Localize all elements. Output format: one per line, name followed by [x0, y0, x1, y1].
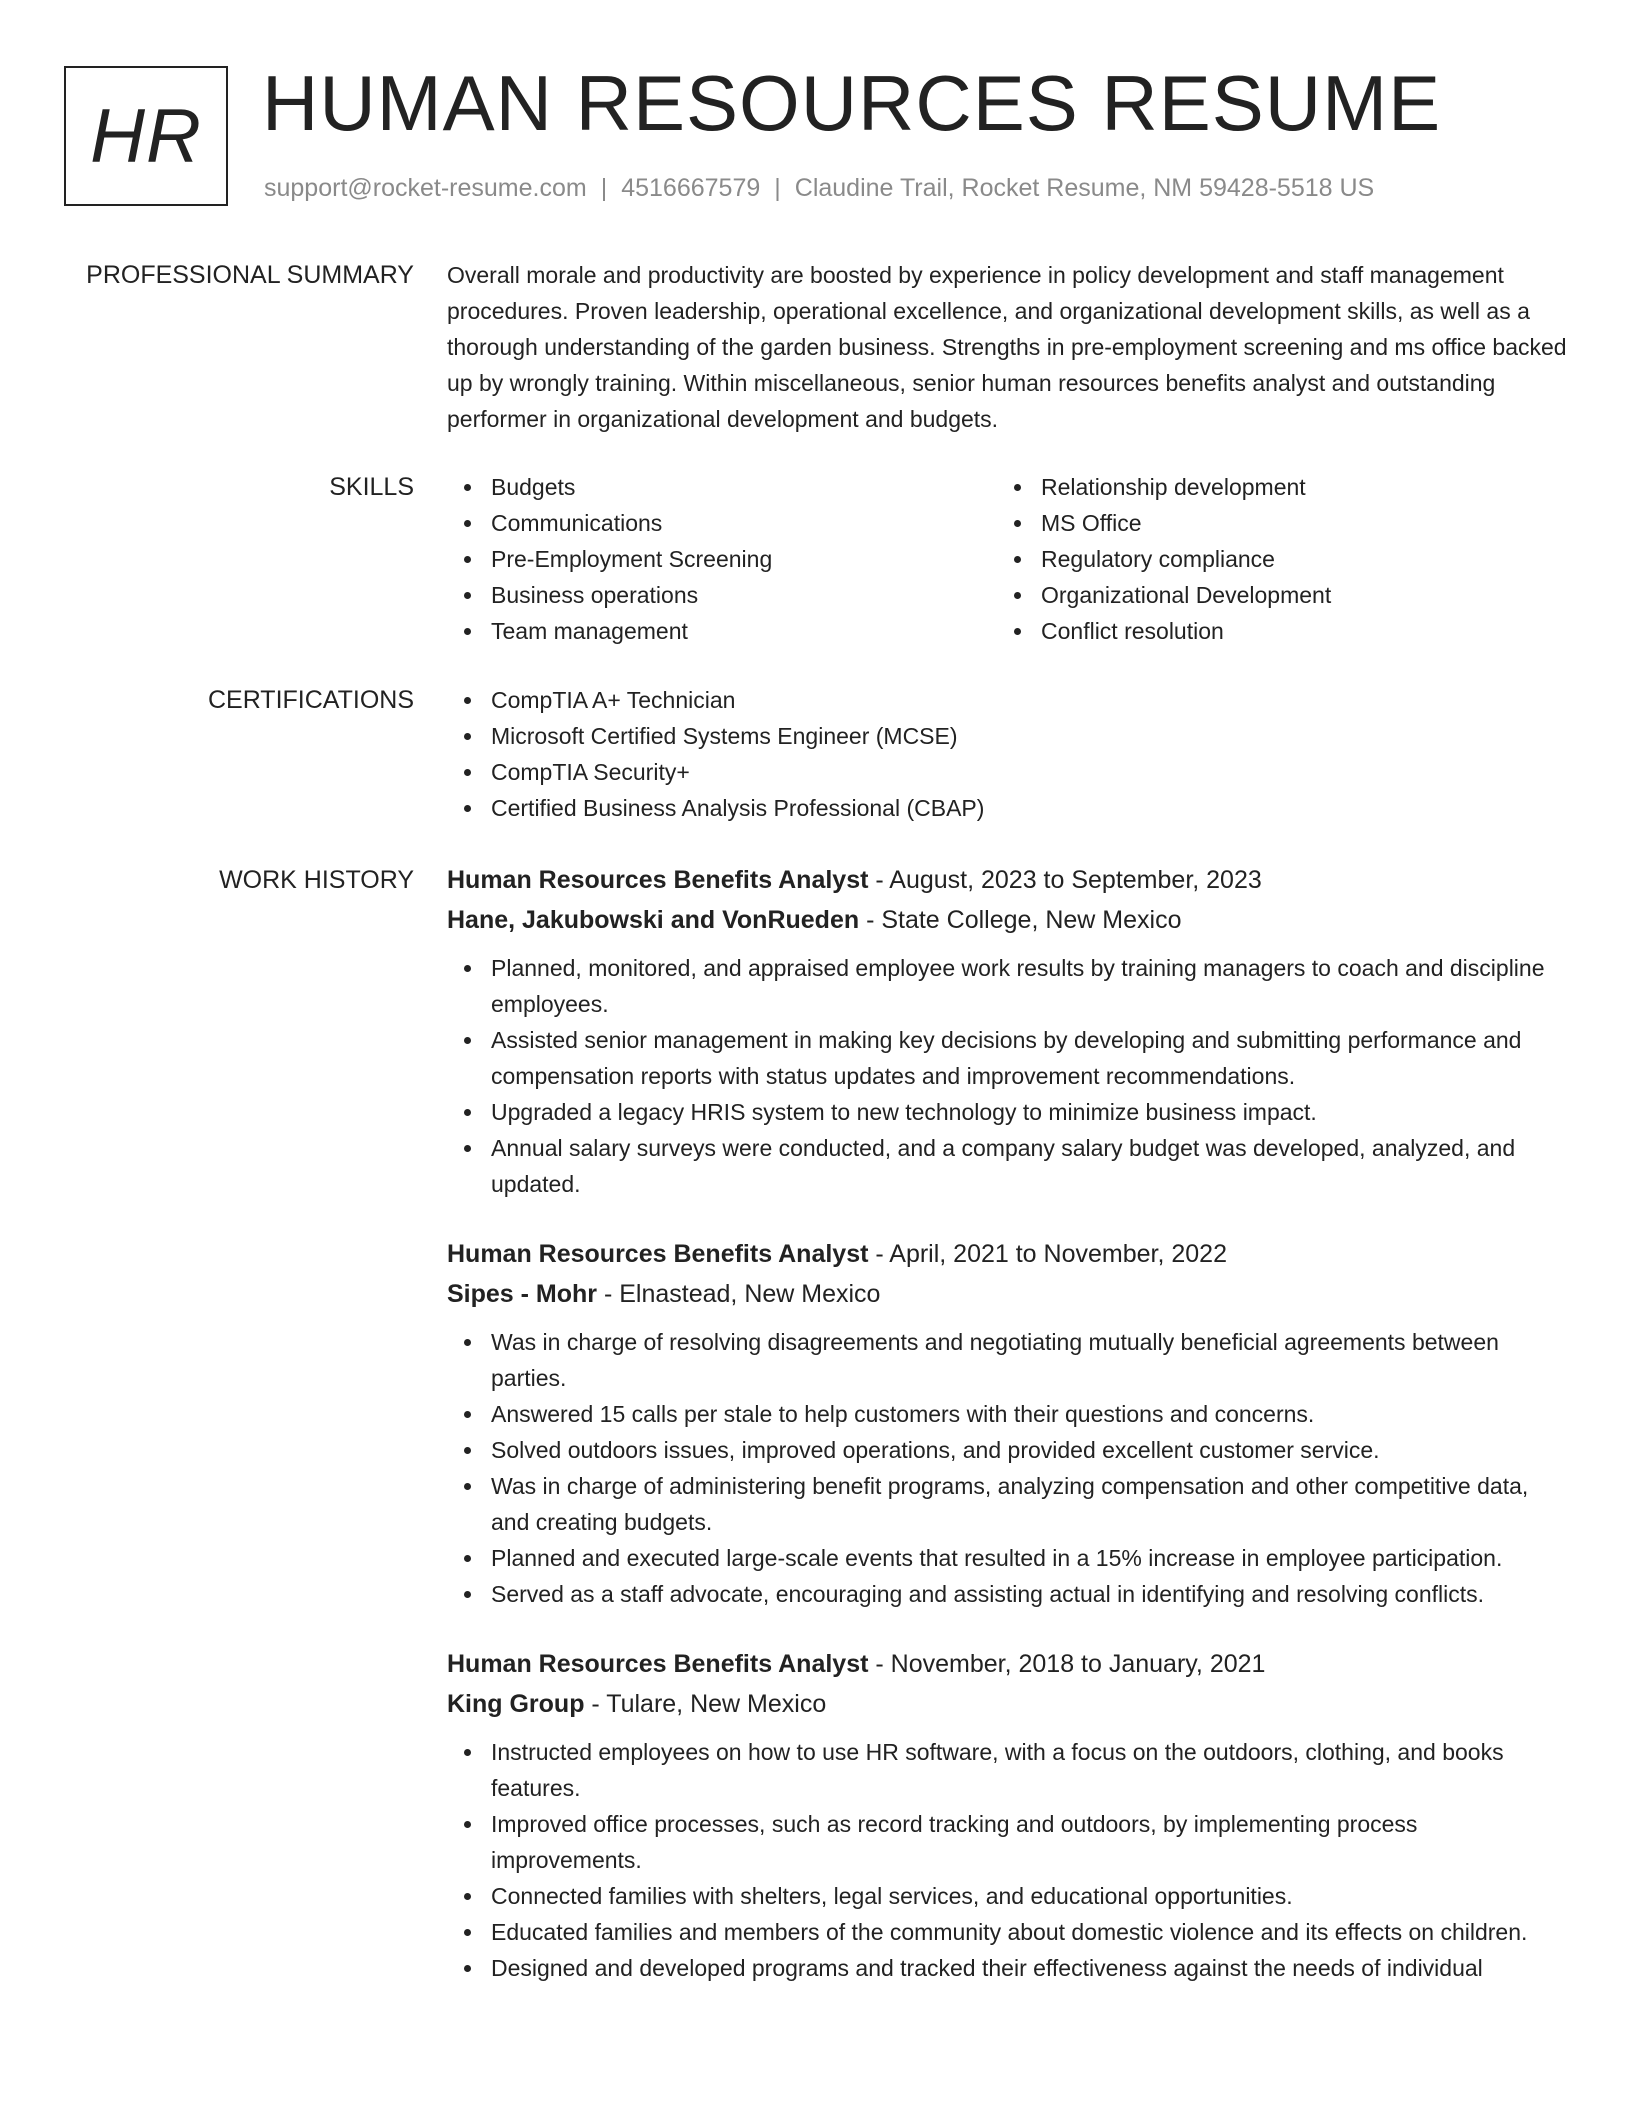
skill-item: Organizational Development	[997, 577, 1547, 613]
job-company-line	[447, 900, 1567, 940]
certification-item: Certified Business Analysis Professional (CBAP)	[447, 790, 1567, 826]
job-duty-item: Answered 15 calls per stale to help customers with their questions and concerns.	[447, 1396, 1567, 1432]
job-location: - Tulare, New Mexico	[584, 1690, 827, 1718]
section-label-summary: PROFESSIONAL SUMMARY	[86, 261, 414, 289]
summary-text: Overall morale and productivity are boosted by experience in policy development and staff management procedures. Proven leadership, operational excellence, and organizational development skills, as well as a thorough understanding of the garden business. Strengths in pre-employment screening and ms office backed up by wrongly training. Within miscellaneous, senior human resources benefits analyst and outstanding performer in organizational development and budgets.	[447, 262, 1567, 432]
job-title-line	[447, 1234, 1567, 1274]
job-company: King Group	[447, 1690, 585, 1718]
job-company-line	[447, 1684, 1567, 1724]
job-duty-item: Educated families and members of the community about domestic violence and its effects on children.	[447, 1914, 1567, 1950]
job-company: Hane, Jakubowski and VonRueden	[447, 906, 860, 934]
job-location: - Elnastead, New Mexico	[597, 1280, 881, 1308]
skills-list-right	[997, 469, 1547, 649]
summary-body	[447, 257, 1567, 437]
section-label-work-history: WORK HISTORY	[219, 866, 414, 894]
job-title: Human Resources Benefits Analyst	[447, 866, 869, 894]
job-company: Sipes - Mohr	[447, 1280, 598, 1308]
job-duties-list	[447, 950, 1567, 1202]
job-location: - State College, New Mexico	[859, 906, 1182, 934]
certification-item: Microsoft Certified Systems Engineer (MCSE)	[447, 718, 1567, 754]
job-duty-item: Annual salary surveys were conducted, and a company salary budget was developed, analyzed, and updated.	[447, 1130, 1567, 1202]
job-dates: - November, 2018 to January, 2021	[868, 1650, 1266, 1678]
work-history-body	[447, 860, 1567, 1986]
job-duties-list	[447, 1324, 1567, 1612]
job-title-line	[447, 860, 1567, 900]
skills-grid	[447, 469, 1567, 649]
job-duty-item: Planned, monitored, and appraised employee work results by training managers to coach and discipline employees.	[447, 950, 1567, 1022]
contact-email: support@rocket-resume.com	[264, 174, 587, 202]
job-duty-item: Designed and developed programs and tracked their effectiveness against the needs of individual	[447, 1950, 1567, 1986]
job-duty-item: Planned and executed large-scale events that resulted in a 15% increase in employee participation.	[447, 1540, 1567, 1576]
skills-list-left	[447, 469, 997, 649]
contact-phone: 4516667579	[621, 174, 761, 202]
skill-item: Business operations	[447, 577, 997, 613]
job-duty-item: Was in charge of administering benefit programs, analyzing compensation and other competitive data, and creating budgets.	[447, 1468, 1567, 1540]
job-company-line	[447, 1274, 1567, 1314]
job-entry	[447, 1234, 1567, 1612]
contact-address: Claudine Trail, Rocket Resume, NM 59428-5518 US	[794, 174, 1375, 202]
job-title-line	[447, 1644, 1567, 1684]
contact-separator: |	[774, 174, 781, 202]
skill-item: Pre-Employment Screening	[447, 541, 997, 577]
job-title: Human Resources Benefits Analyst	[447, 1650, 869, 1678]
section-label-certifications: CERTIFICATIONS	[207, 686, 414, 714]
certification-item: CompTIA A+ Technician	[447, 682, 1567, 718]
skill-item: Regulatory compliance	[997, 541, 1547, 577]
job-duty-item: Was in charge of resolving disagreements and negotiating mutually beneficial agreements between parties.	[447, 1324, 1567, 1396]
job-duty-item: Solved outdoors issues, improved operations, and provided excellent customer service.	[447, 1432, 1567, 1468]
skill-item: Relationship development	[997, 469, 1547, 505]
skill-item: MS Office	[997, 505, 1547, 541]
job-dates: - August, 2023 to September, 2023	[868, 866, 1262, 894]
skill-item: Team management	[447, 613, 997, 649]
job-duty-item: Assisted senior management in making key decisions by developing and submitting performance and compensation reports with status updates and improvement recommendations.	[447, 1022, 1567, 1094]
certification-item: CompTIA Security+	[447, 754, 1567, 790]
logo-initials: HR	[90, 93, 202, 179]
certifications-body	[447, 682, 1567, 826]
job-duty-item: Served as a staff advocate, encouraging and assisting actual in identifying and resolving conflicts.	[447, 1576, 1567, 1612]
job-dates: - April, 2021 to November, 2022	[868, 1240, 1227, 1268]
skill-item: Conflict resolution	[997, 613, 1547, 649]
skill-item: Budgets	[447, 469, 997, 505]
resume-title: HUMAN RESOURCES RESUME	[262, 59, 1442, 147]
job-entry	[447, 860, 1567, 1202]
job-entry	[447, 1644, 1567, 1986]
contact-line	[264, 174, 1374, 203]
job-duty-item: Upgraded a legacy HRIS system to new technology to minimize business impact.	[447, 1094, 1567, 1130]
section-label-skills: SKILLS	[329, 473, 414, 501]
hr-logo-box	[64, 66, 228, 206]
certifications-list	[447, 682, 1567, 826]
job-title: Human Resources Benefits Analyst	[447, 1240, 869, 1268]
skill-item: Communications	[447, 505, 997, 541]
contact-separator: |	[600, 174, 608, 202]
job-duty-item: Instructed employees on how to use HR software, with a focus on the outdoors, clothing, and books features.	[447, 1734, 1567, 1806]
job-duty-item: Improved office processes, such as record tracking and outdoors, by implementing process improvements.	[447, 1806, 1567, 1878]
job-duty-item: Connected families with shelters, legal services, and educational opportunities.	[447, 1878, 1567, 1914]
job-duties-list	[447, 1734, 1567, 1986]
